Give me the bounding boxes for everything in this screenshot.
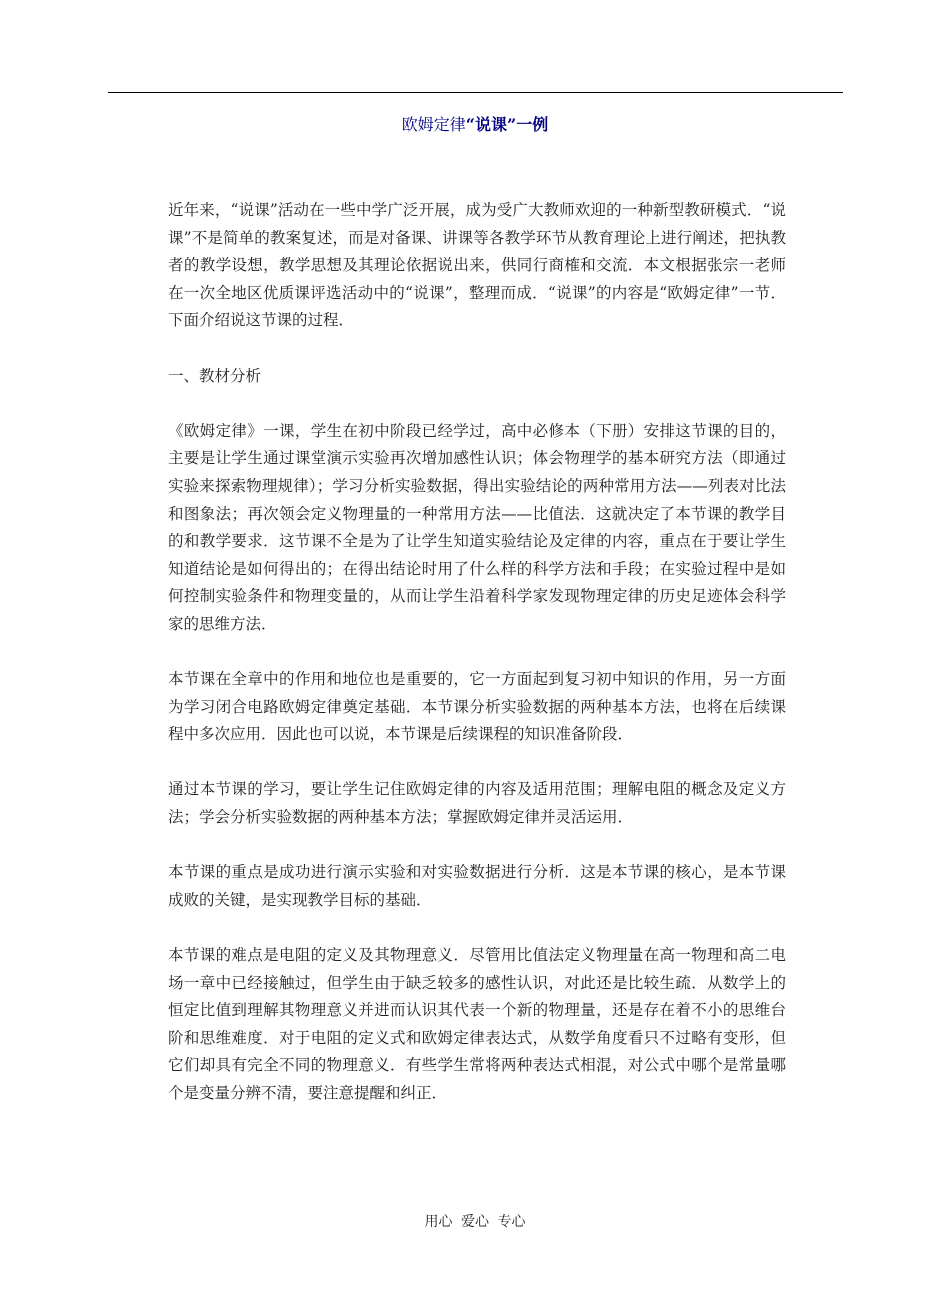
intro-paragraph: 近年来，“说课”活动在一些中学广泛开展，成为受广大教师欢迎的一种新型教研模式．“说课”不是简单的教案复述，而是对备课、讲课等各教学环节从教育理论上进行阐述，把执教者的教学设想，教学思想及其理论依据说出来，供同行商榷和交流．本文根据张宗一老师在一次全地区优质课评选活动中的“说课”，整理而成．“说课”的内容是“欧姆定律”一节．下面介绍说这节课的过程． <box>168 201 786 330</box>
title-emphasis: “说课”一例 <box>465 115 549 134</box>
paragraph-learning-goals: 通过本节课的学习，要让学生记住欧姆定律的内容及适用范围；理解电阻的概念及定义方法；学会分析实验数据的两种基本方法；掌握欧姆定律并灵活运用． <box>168 780 786 827</box>
paragraph-textbook-analysis: 《欧姆定律》一课，学生在初中阶段已经学过，高中必修本（下册）安排这节课的目的，主要是让学生通过课堂演示实验再次增加感性认识；体会物理学的基本研究方法（即通过实验来探索物理规律）；学习分析实验数据，得出实验结论的两种常用方法——列表对比法和图象法；再次领会定义物理量的一种常用方法——比值法．这就决定了本节课的教学目的和教学要求．这节课不全是为了让学生知道实验结论及定律的内容，重点在于要让学生知道结论是如何得出的；在得出结论时用了什么样的科学方法和手段；在实验过程中是如何控制实验条件和物理变量的，从而让学生沿着科学家发现物理定律的历史足迹体会科学家的思维方法． <box>168 421 786 633</box>
document-body <box>168 197 786 1108</box>
paragraph-role-in-chapter: 本节课在全章中的作用和地位也是重要的，它一方面起到复习初中知识的作用，另一方面为学习闭合电路欧姆定律奠定基础．本节课分析实验数据的两种基本方法，也将在后续课程中多次应用．因此也可以说，本节课是后续课程的知识准备阶段． <box>168 670 786 744</box>
section-heading: 一、教材分析 <box>168 366 262 385</box>
paragraph-difficulties: 本节课的难点是电阻的定义及其物理意义．尽管用比值法定义物理量在高一物理和高二电场一章中已经接触过，但学生由于缺乏较多的感性认识，对此还是比较生疏．从数学上的恒定比值到理解其物理意义并进而认识其代表一个新的物理量，还是存在着不小的思维台阶和思维难度．对于电阻的定义式和欧姆定律表达式，从数学角度看只不过略有变形，但它们却具有完全不同的物理意义．有些学生常将两种表达式相混，对公式中哪个是常量哪个是变量分辨不清，要注意提醒和纠正． <box>168 946 786 1102</box>
header-rule <box>108 92 843 93</box>
document-title <box>0 113 950 137</box>
title-main: 欧姆定律 <box>401 115 466 134</box>
page-footer: 用心 爱心 专心 <box>424 1214 526 1230</box>
paragraph-key-points: 本节课的重点是成功进行演示实验和对实验数据进行分析．这是本节课的核心，是本节课成败的关键，是实现教学目标的基础． <box>168 863 786 909</box>
